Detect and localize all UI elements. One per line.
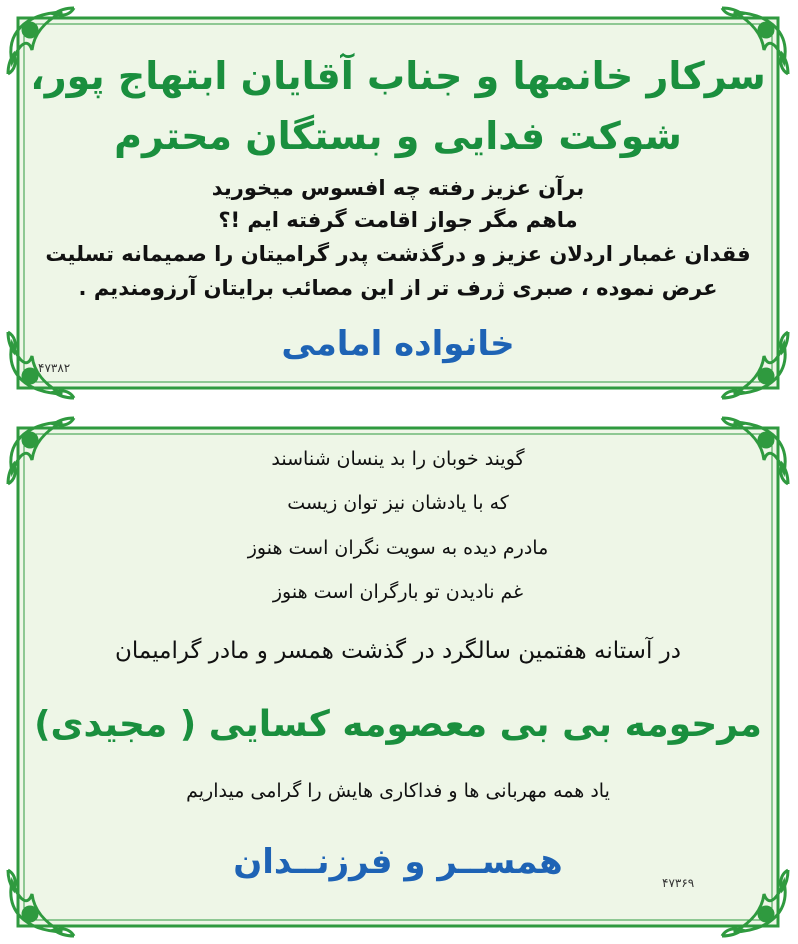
ad-code: ۴۷۳۶۹ (662, 876, 695, 890)
ad-code: ۴۷۳۸۲ (38, 361, 71, 375)
poem-line-2: ماهم مگر جواز اقامت گرفته ایم !؟ (218, 208, 578, 232)
condolence-notice (4, 4, 792, 402)
deceased-name: مرحومه بی بی معصومه کسایی ( مجیدی) (34, 704, 762, 745)
notice-title-line2: شوکت فدایی و بستگان محترم (114, 114, 682, 158)
memorial-notice (4, 414, 792, 940)
poem-line-1: برآن عزیز رفته چه افسوس میخورید (211, 176, 585, 200)
condolence-message-line2: عرض نموده ، صبری ژرف تر از این مصائب برایتان آرزومندیم . (78, 276, 718, 300)
signature: همســر و فرزنــدان (233, 842, 563, 882)
poem-line-1: گویند خوبان را بد ینسان شناسند (271, 448, 525, 470)
message-emphasis: پدر گرامیتان (240, 242, 369, 266)
poem-line-4: غم نادیدن تو بارگران است هنوز (272, 581, 524, 603)
message-text: را صمیمانه تسلیت (45, 242, 234, 266)
poem-line-2: که با یادشان نیز توان زیست (287, 492, 509, 514)
notice-title-line1: سرکار خانمها و جناب آقایان ابتهاج پور، (30, 54, 766, 98)
anniversary-line: در آستانه هفتمین سالگرد در گذشت همسر و مادر گرامیمان (115, 638, 681, 664)
signature: خانواده امامی (281, 324, 515, 364)
message-text: فقدان غمبار اردلان عزیز و درگذشت (375, 242, 751, 266)
poem-line-3: مادرم دیده به سویت نگران است هنوز (247, 537, 549, 559)
remembrance-line: یاد همه مهربانی ها و فداکاری هایش را گرامی میداریم (186, 780, 610, 802)
condolence-message-line1 (24, 242, 772, 266)
